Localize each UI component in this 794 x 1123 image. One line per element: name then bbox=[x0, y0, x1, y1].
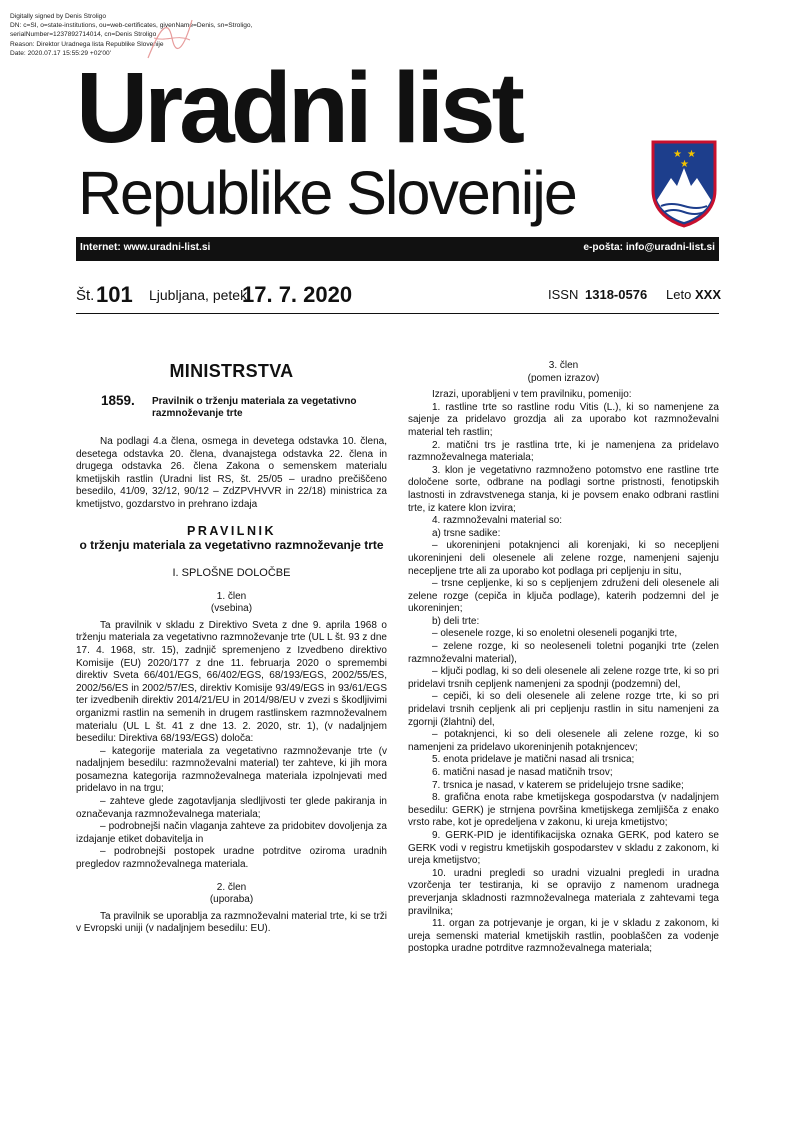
definition-item: – zelene rozge, ki so neoleseneli toletni poganjki trte (zelen razmnoževalni material), bbox=[408, 641, 719, 665]
article-title: 1. člen bbox=[216, 590, 247, 602]
article-text: Ta pravilnik v skladu z Direktivo Sveta z dne 9. aprila 1968 o trženju materiala za vegetativno razmnoževanje trte (UL L št. 93 z dne 17. 4. 1968, str. 15), zadnjič spremenjeno z Izvedbeno direktivo Komisije (EU) 2020/177 z dne 11. februarja 2020 o spremembi direktiv Sveta 66/401/EGS, 66/402/EGS, 68/193/EGS, 2002/55/ES, 2002/56/ES in 2002/57/ES, direktiv Komisije 93/49/EGS in 93/61/EGS ter izvedbenih direktiv 2014/21/EU in 2014/98/EU v zvezi s škodljivimi organizmi rastlin na semenih in drugem rastlinskem razmnoževalnem materialu (UL L št. 41 z dne 13. 2. 2020, str. 1), (v nadaljnjem besedilu: Direktiva 68/193/EGS) določa: bbox=[76, 619, 387, 745]
signature-line: serialNumber=1237892714014, cn=Denis Stroligo bbox=[10, 31, 157, 39]
issue-date: 17. 7. 2020 bbox=[242, 282, 353, 307]
issue-number: 101 bbox=[96, 282, 133, 307]
definition-item: – ključi podlag, ki so deli olesenele ali zelene rozge trte, ki so pri pridelavi trsnih cepljenk namenjeni za spodnji (podzemni) del, bbox=[408, 666, 719, 690]
definition-item: a) trsne sadike: bbox=[432, 527, 501, 539]
definition-item: 6. matični nasad je nasad matičnih trsov; bbox=[432, 767, 613, 778]
signature-line: Reason: Direktor Uradnega lista Republike Slovenije bbox=[10, 40, 164, 48]
act-title: Pravilnik o trženju materiala za vegetativno razmnoževanje trte bbox=[152, 396, 357, 419]
issue-number-label: Št. bbox=[76, 287, 95, 304]
definition-item: 1. rastline trte so rastline rodu Vitis (L.), ki so namenjene za sajenje za pridelavo grozdja ali za uporabo kot razmnoževalni material teh rastlin; bbox=[408, 401, 719, 438]
section-heading: MINISTRSTVA bbox=[169, 361, 294, 381]
definition-item: – ukoreninjeni potaknjenci ali korenjaki, ki so necepljeni ukoreninjeni deli olesenele ali zelene rozge, namenjeni sajenju necepljene trte ali za uporabo kot podlaga pri cepljenju in situ, bbox=[408, 540, 719, 577]
article-subtitle: (vsebina) bbox=[210, 603, 253, 615]
article-subtitle: (uporaba) bbox=[209, 894, 254, 906]
definition-item: 5. enota pridelave je matični nasad ali trsnica; bbox=[432, 754, 635, 766]
svg-text:★: ★ bbox=[687, 149, 696, 160]
right-column bbox=[408, 360, 719, 956]
definition-item: 4. razmnoževalni material so: bbox=[432, 515, 563, 527]
svg-text:★: ★ bbox=[673, 149, 682, 160]
definition-item: – potaknjenci, ki so deli olesenele ali zelene rozge, ki so namenjeni za pridelavo ukoreninjenih potaknjencev; bbox=[408, 729, 719, 753]
document-title: PRAVILNIK bbox=[187, 523, 276, 538]
definition-item: – olesenele rozge, ki so enoletni oleseneli poganjki trte, bbox=[432, 628, 678, 640]
issn-label: ISSN bbox=[548, 287, 579, 302]
list-item: – podrobnejši način vlaganja zahteve za pridobitev dovoljenja za izdajanje etiket dobavitelja in bbox=[76, 821, 387, 845]
signature-line: Digitally signed by Denis Stroligo bbox=[10, 13, 107, 20]
email-link[interactable]: e-pošta: info@uradni-list.si bbox=[583, 242, 715, 253]
definition-list bbox=[408, 402, 719, 956]
definition-item: 7. trsnica je nasad, v katerem se pridelujejo trsne sadike; bbox=[432, 779, 684, 791]
act-header bbox=[76, 393, 387, 420]
definition-item: b) deli trte: bbox=[432, 615, 480, 627]
website-link[interactable]: Internet: www.uradni-list.si bbox=[80, 242, 211, 253]
definition-item: 8. grafična enota rabe kmetijskega gospodarstva (v nadaljnjem besedilu: GERK) je strnjena površina kmetijskega zemljišča z enako vrsto rabe, kot je opredeljena v zakonu, ki ureja kmetijstvo; bbox=[408, 792, 719, 829]
document-subtitle: o trženju materiala za vegetativno razmnoževanje trte bbox=[79, 537, 384, 552]
article-intro: Izrazi, uporabljeni v tem pravilniku, pomenijo: bbox=[432, 389, 632, 401]
definition-item: 2. matični trs je rastlina trte, ki je namenjena za pridelavo razmnoževalnega materiala; bbox=[408, 439, 719, 464]
article-title: 3. člen bbox=[548, 360, 579, 371]
article-subtitle: (pomen izrazov) bbox=[527, 372, 600, 384]
contact-bar bbox=[76, 237, 719, 261]
preamble: Na podlagi 4.a člena, osmega in devetega odstavka 10. člena, desetega odstavka 20. člena, dvanajstega odstavka 22. člena in drugega odstavka 26. člena Zakona o semenskem materialu kmetijskih rastlin (Uradni list RS, št. 25/05 – uradno prečiščeno besedilo, 41/09, 32/12, 90/12 – ZdZPVHVVR in 22/18) ministrica za kmetijstvo, gozdarstvo in prehrano izdaja bbox=[76, 436, 387, 510]
svg-text:★: ★ bbox=[680, 159, 689, 170]
issue-place-day: Ljubljana, petek bbox=[149, 287, 248, 303]
masthead-subtitle: Republike Slovenije bbox=[78, 159, 576, 227]
header-divider bbox=[76, 313, 719, 314]
left-column bbox=[76, 355, 387, 936]
signature-line: Date: 2020.07.17 15:55:29 +02'00' bbox=[10, 49, 111, 57]
definition-item: – cepiči, ki so deli olesenele ali zelene rozge trte, ki so pri pridelavi trsnih cepljenk ali pri cepljenju rastlin in situ namenjeni za zgornji (žlahtni) del, bbox=[408, 691, 719, 728]
masthead-title: Uradni list bbox=[76, 52, 521, 164]
act-number: 1859. bbox=[101, 393, 135, 408]
definition-item: 11. organ za potrjevanje je organ, ki je v skladu z zakonom, ki ureja semenski material kmetijskih rastlin, pooblaščen za vodenje postopka uradne potrditve razmnoževalnega materiala; bbox=[408, 918, 719, 955]
signature-line: DN: c=SI, o=state-institutions, ou=web-certificates, givenName=Denis, sn=Stroligo, bbox=[10, 22, 253, 30]
issue-info bbox=[76, 282, 722, 312]
list-item: – kategorije materiala za vegetativno razmnoževanje trte (v nadaljnjem besedilu: razmnoževalni material) ter zahteve, ki jih mora posamezna kategorija razmnoževalnega materiala izpolnjevati med pridelavo in na trgu; bbox=[76, 745, 387, 795]
year-value: XXX bbox=[695, 287, 722, 302]
issn-value: 1318-0576 bbox=[585, 287, 648, 302]
year-label: Leto bbox=[666, 287, 692, 302]
list-item: – podrobnejši postopek uradne potrditve oziroma uradnih pregledov razmnoževalnega materiala. bbox=[76, 846, 387, 871]
definition-item: – trsne cepljenke, ki so s cepljenjem združeni deli olesenele ali zelene rozge (cepiča in ključa podlage), katerih podzemni del je ukoreninjen; bbox=[408, 578, 719, 615]
list-item: – zahteve glede zagotavljanja sledljivosti ter glede pakiranja in označevanja razmnoževalnega materiala; bbox=[76, 796, 387, 820]
definition-item: 10. uradni pregledi so uradni vizualni pregledi in uradna vzorčenja ter testiranja, ki se opravijo z namenom uradnega preverjanja skladnosti razmnoževalnega materiala z zahtevami tega pravilnika; bbox=[408, 867, 719, 917]
coat-of-arms-icon bbox=[651, 138, 717, 228]
article-title: 2. člen bbox=[216, 881, 247, 893]
chapter-heading: I. SPLOŠNE DOLOČBE bbox=[172, 566, 291, 579]
definition-item: 9. GERK-PID je identifikacijska oznaka GERK, pod katero se GERK vodi v registru kmetijskih gospodarstev v skladu z zakonom, ki ureja kmetijstvo; bbox=[408, 829, 719, 867]
definition-item: 3. klon je vegetativno razmnoženo potomstvo ene rastline trte določene sorte, odbrane na podlagi sortne pristnosti, fenotipskih lastnosti in zdravstvenega stanja, ki je povsem enako odbrani rastlini trte, iz katere klon izvira; bbox=[408, 464, 719, 514]
article-text: Ta pravilnik se uporablja za razmnoževalni material trte, ki se trži v Evropski uniji (v nadaljnjem besedilu: EU). bbox=[76, 910, 387, 935]
